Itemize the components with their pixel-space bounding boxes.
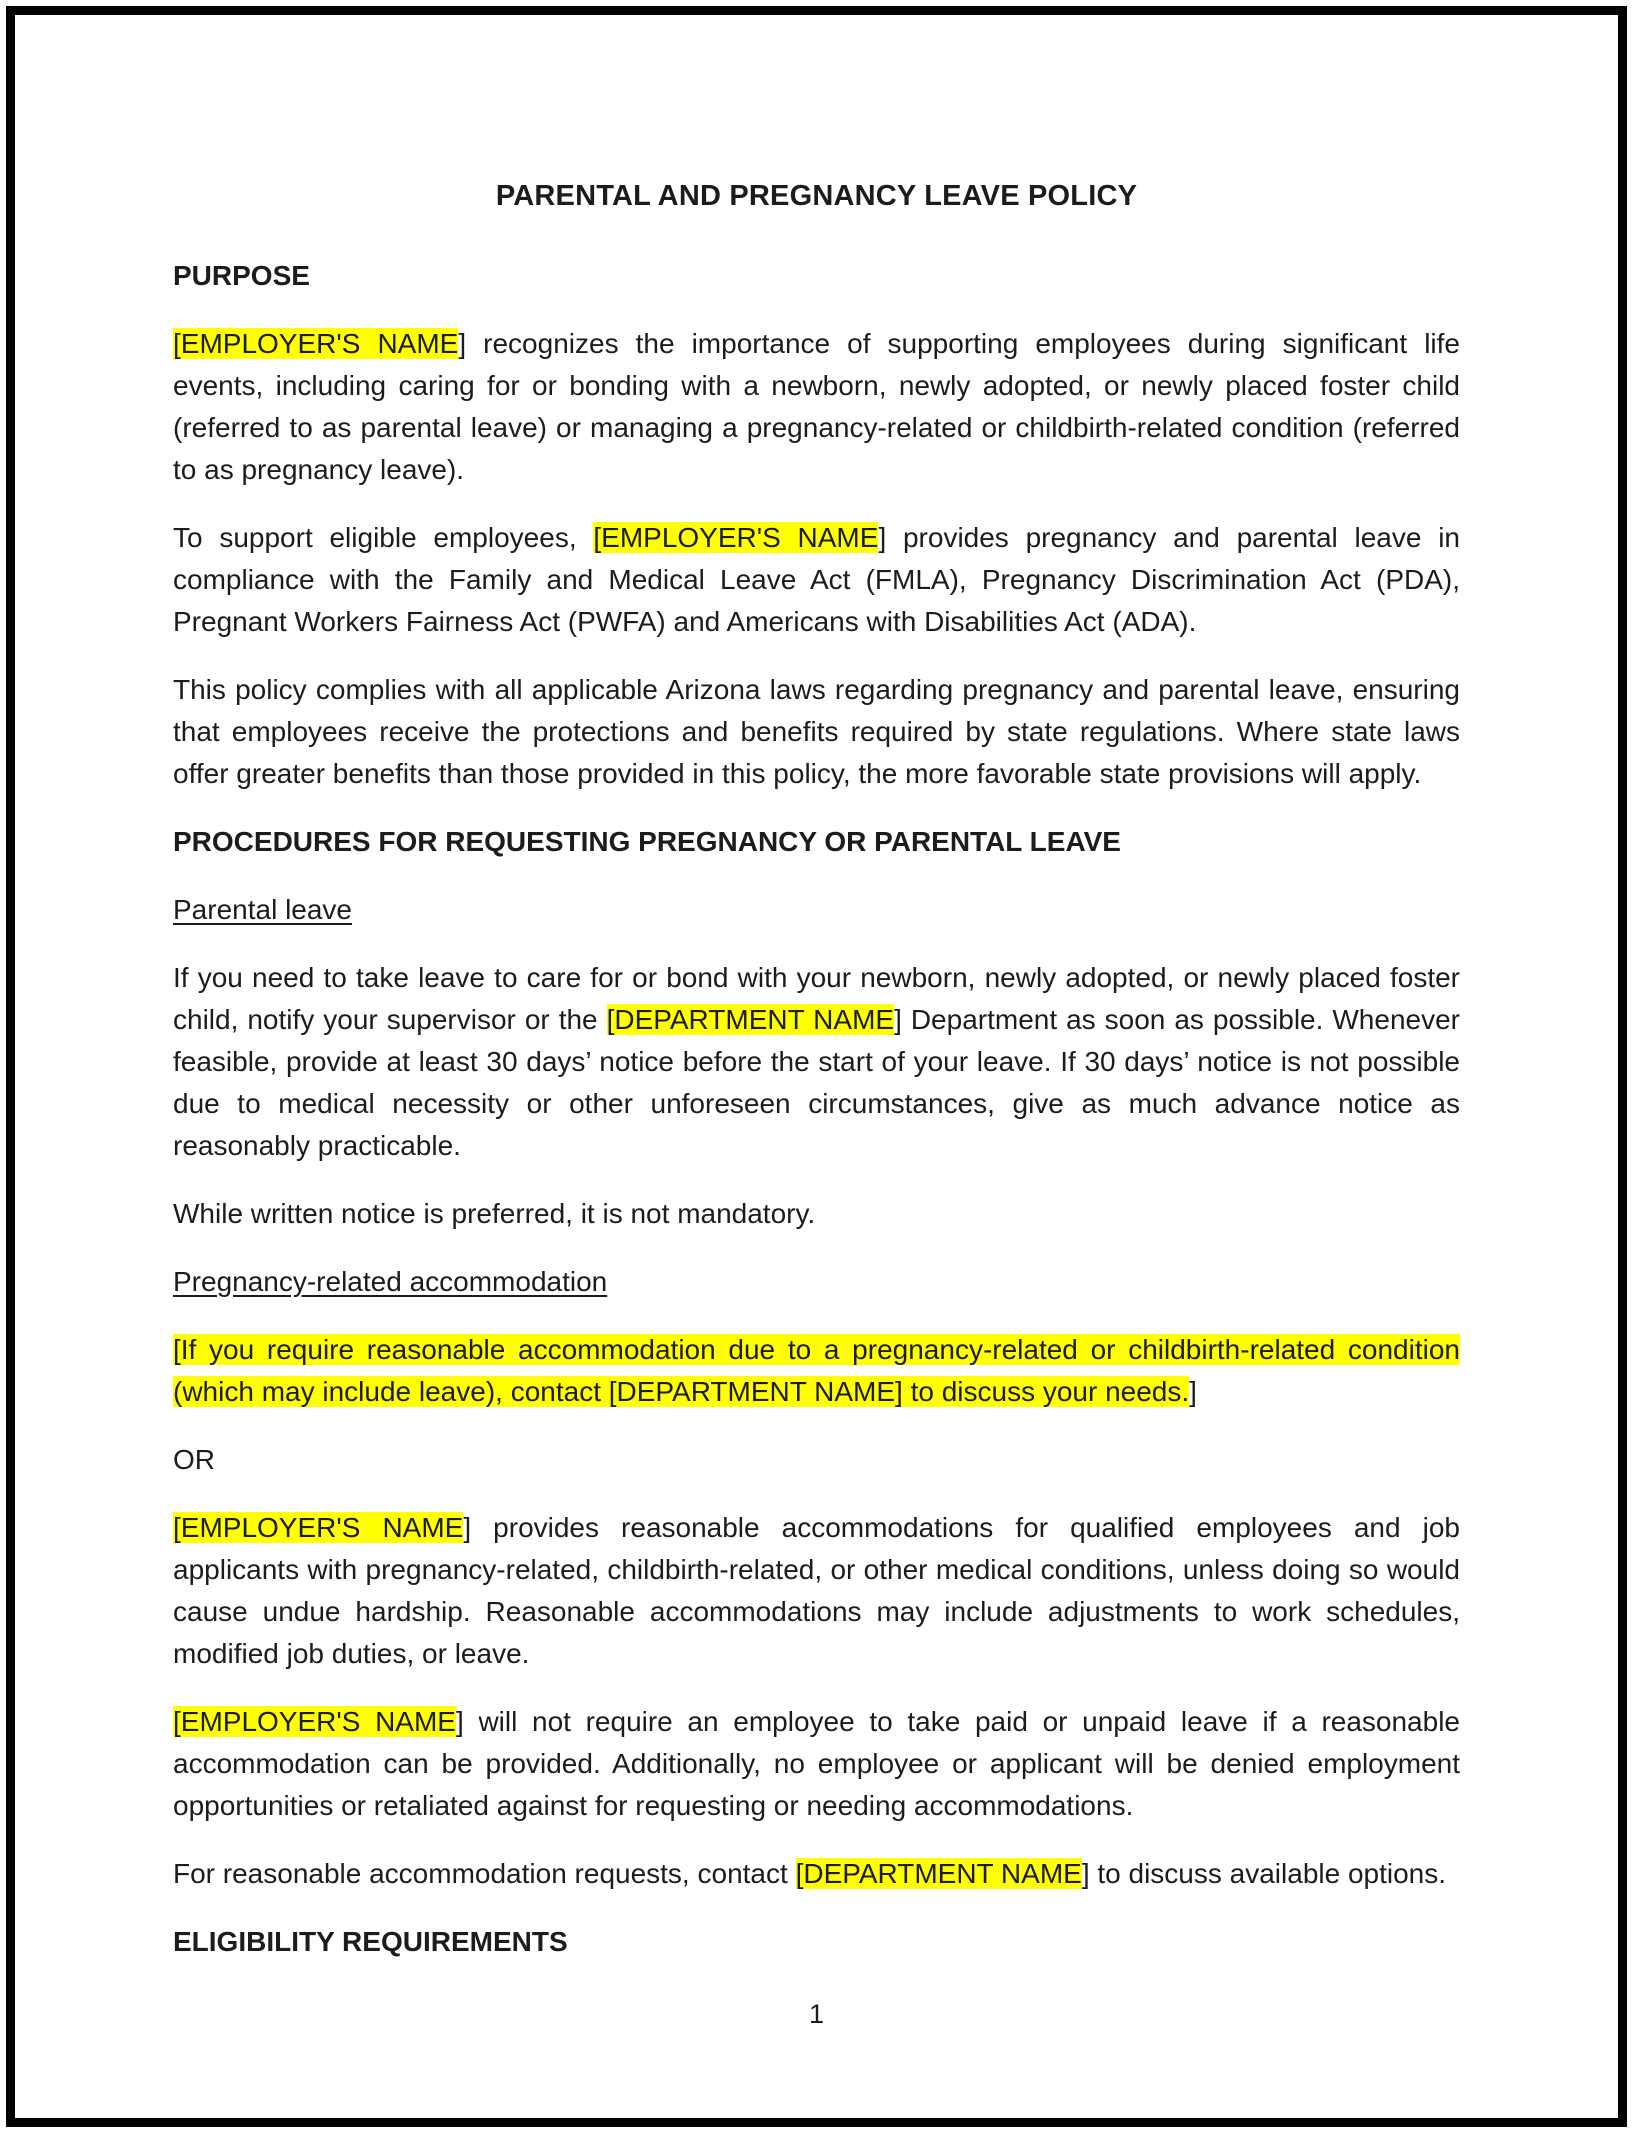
paragraph-no-forced-leave — [173, 1701, 1460, 1827]
text-segment: ] recognizes the importance of supporting employees during significant life events, including caring for or bonding with a newborn, newly adopted, or newly placed foster child (referred to as parental leave) or managing a pregnancy-related or childbirth-related condition (referred to as pregnancy leave). — [173, 328, 1460, 485]
text-segment: ] will not require an employee to take paid or unpaid leave if a reasonable accommodation can be provided. Additionally, no employee or applicant will be denied employment opportunities or retaliated against for requesting or needing accommodations. — [173, 1706, 1460, 1821]
text-segment: If you need to take leave to care for or bond with your newborn, newly adopted, or newly placed foster child, notify your supervisor or the — [173, 962, 1460, 1035]
placeholder-department-name: [DEPARTMENT NAME — [606, 1004, 895, 1035]
text-segment: ] — [1189, 1376, 1197, 1407]
text-segment: To support eligible employees, — [173, 522, 594, 553]
subheading-parental-leave: Parental leave — [173, 894, 353, 925]
subheading-pregnancy-accommodation: Pregnancy-related accommodation — [173, 1266, 608, 1297]
page-footer — [15, 1999, 1618, 2030]
paragraph-accommodation-option-1 — [173, 1329, 1460, 1413]
document-title: PARENTAL AND PREGNANCY LEAVE POLICY — [495, 180, 1138, 212]
text-segment: ] Department as soon as possible. Whenever feasible, provide at least 30 days’ notice before the start of your leave. If 30 days’ notice is not possible due to medical necessity or other unforeseen circumstances, give as much advance notice as reasonably practicable. — [173, 1004, 1460, 1161]
paragraph-or: OR — [173, 1444, 215, 1475]
heading-eligibility: ELIGIBILITY REQUIREMENTS — [173, 1926, 568, 1957]
document-content — [15, 15, 1618, 1963]
text-segment: ] provides reasonable accommodations for qualified employees and job applicants with pregnancy-related, childbirth-related, or other medical conditions, unless doing so would cause undue hardship. Reasonable accommodations may include adjustments to work schedules, modified job duties, or leave. — [173, 1512, 1460, 1669]
paragraph-purpose-2 — [173, 517, 1460, 643]
placeholder-employer-name: [EMPLOYER'S NAME — [173, 1512, 464, 1543]
placeholder-employer-name: [EMPLOYER'S NAME — [173, 1706, 456, 1737]
text-segment: ] to discuss available options. — [1081, 1858, 1447, 1889]
heading-purpose: PURPOSE — [173, 260, 310, 291]
paragraph-purpose-1 — [173, 323, 1460, 491]
paragraph-written-notice: While written notice is preferred, it is not mandatory. — [173, 1198, 816, 1229]
text-segment: ] provides pregnancy and parental leave in compliance with the Family and Medical Leave Act (FMLA), Pregnancy Discrimination Act (PDA), Pregnant Workers Fairness Act (PWFA) and Americans with Disabilities Act (ADA). — [173, 522, 1460, 637]
paragraph-purpose-3: This policy complies with all applicable Arizona laws regarding pregnancy and parental leave, ensuring that employees receive the protections and benefits required by state regulations. Where state laws offer greater benefits than those provided in this policy, the more favorable state provisions will apply. — [173, 674, 1460, 789]
heading-procedures: PROCEDURES FOR REQUESTING PREGNANCY OR PARENTAL LEAVE — [173, 826, 1121, 857]
page-number: 1 — [808, 1999, 825, 2029]
placeholder-employer-name: [EMPLOYER'S NAME — [593, 522, 879, 553]
paragraph-accommodation-contact — [173, 1853, 1460, 1895]
document-page — [6, 6, 1627, 2127]
text-segment: For reasonable accommodation requests, contact — [173, 1858, 796, 1889]
paragraph-accommodation-option-2 — [173, 1507, 1460, 1675]
placeholder-department-name: [DEPARTMENT NAME — [795, 1858, 1082, 1889]
highlighted-clause: [If you require reasonable accommodation due to a pregnancy-related or childbirth-related condition (which may include leave), contact [DEPARTMENT NAME] to discuss your needs. — [173, 1334, 1460, 1407]
paragraph-parental-notice — [173, 957, 1460, 1167]
placeholder-employer-name: [EMPLOYER'S NAME — [173, 328, 459, 359]
